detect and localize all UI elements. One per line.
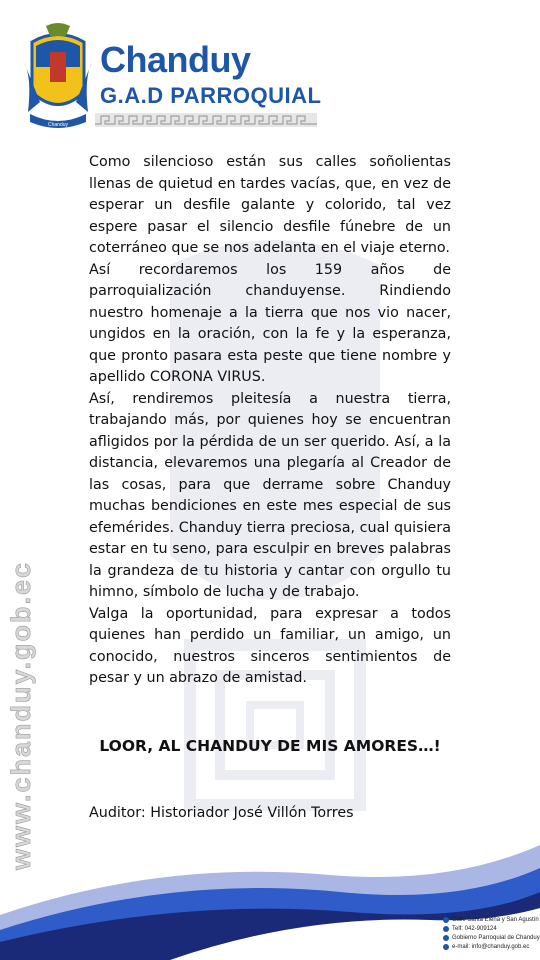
closing-heading: LOOR, AL CHANDUY DE MIS AMORES…! xyxy=(99,737,441,755)
vertical-website-url: www.chanduy.gob.ec xyxy=(6,560,36,870)
email-icon xyxy=(443,944,449,950)
contact-facebook: Gobierno Parroquial de Chanduy xyxy=(443,933,540,942)
contact-info xyxy=(443,915,540,951)
logo-emblem xyxy=(22,22,94,134)
logo-caption: Chanduy xyxy=(47,122,69,128)
greek-key-border xyxy=(95,113,317,127)
brand-subtitle: G.A.D PARROQUIAL xyxy=(100,83,322,108)
brand-name: Chanduy xyxy=(100,39,251,80)
paragraph-4: Valga la oportunidad, para expresar a todos quienes han perdido un familiar, un amigo, un conocido, nuestros sinceros sentimientos de pesar y un abrazo de amistad. xyxy=(89,605,451,686)
paragraph-3: Así, rendiremos pleitesía a nuestra tierra, trabajando más, por quienes hoy se encuentran afligidos por la pérdida de un ser querido. Así, a la distancia, elevaremos una plegaría al Creador de las cosas, para que derrame sobre Chanduy muchas bendiciones en este mes especial de sus efemérides. Chanduy tierra preciosa, cual quisiera estar en tu seno, para esculpir en breves palabras la grandeza de tu historia y cantar con orgullo tu himno, símbolo de lucha y de trabajo. xyxy=(89,390,451,600)
author-line: Auditor: Historiador José Villón Torres xyxy=(89,805,354,821)
brand-block xyxy=(100,40,321,109)
contact-phone: Telf: 042-909124 xyxy=(443,924,540,933)
paragraph-2: Así recordaremos los 159 años de parroquialización chanduyense. Rindiendo nuestro homenaje a la tierra que nos vio nacer, ungidos en la oración, con la fe y la esperanza, que pronto pasara esta peste que tiene nombre y apellido CORONA VIRUS. xyxy=(89,261,451,385)
paragraph-1: Como silencioso están sus calles soñolientas llenas de quietud en tardes vacías, que, en vez de esperar un desfile galante y colorido, tal vez espere pasar el silencio desfile fúnebre de un coterráneo que se nos adelanta en el viaje eterno. xyxy=(89,154,451,256)
article-body xyxy=(89,152,451,690)
location-icon xyxy=(443,917,449,923)
phone-icon xyxy=(443,926,449,932)
facebook-icon xyxy=(443,935,449,941)
contact-address: Calle Santa Elena y San Agustín xyxy=(443,915,540,924)
contact-email: e-mail: info@chanduy.gob.ec xyxy=(443,942,540,951)
